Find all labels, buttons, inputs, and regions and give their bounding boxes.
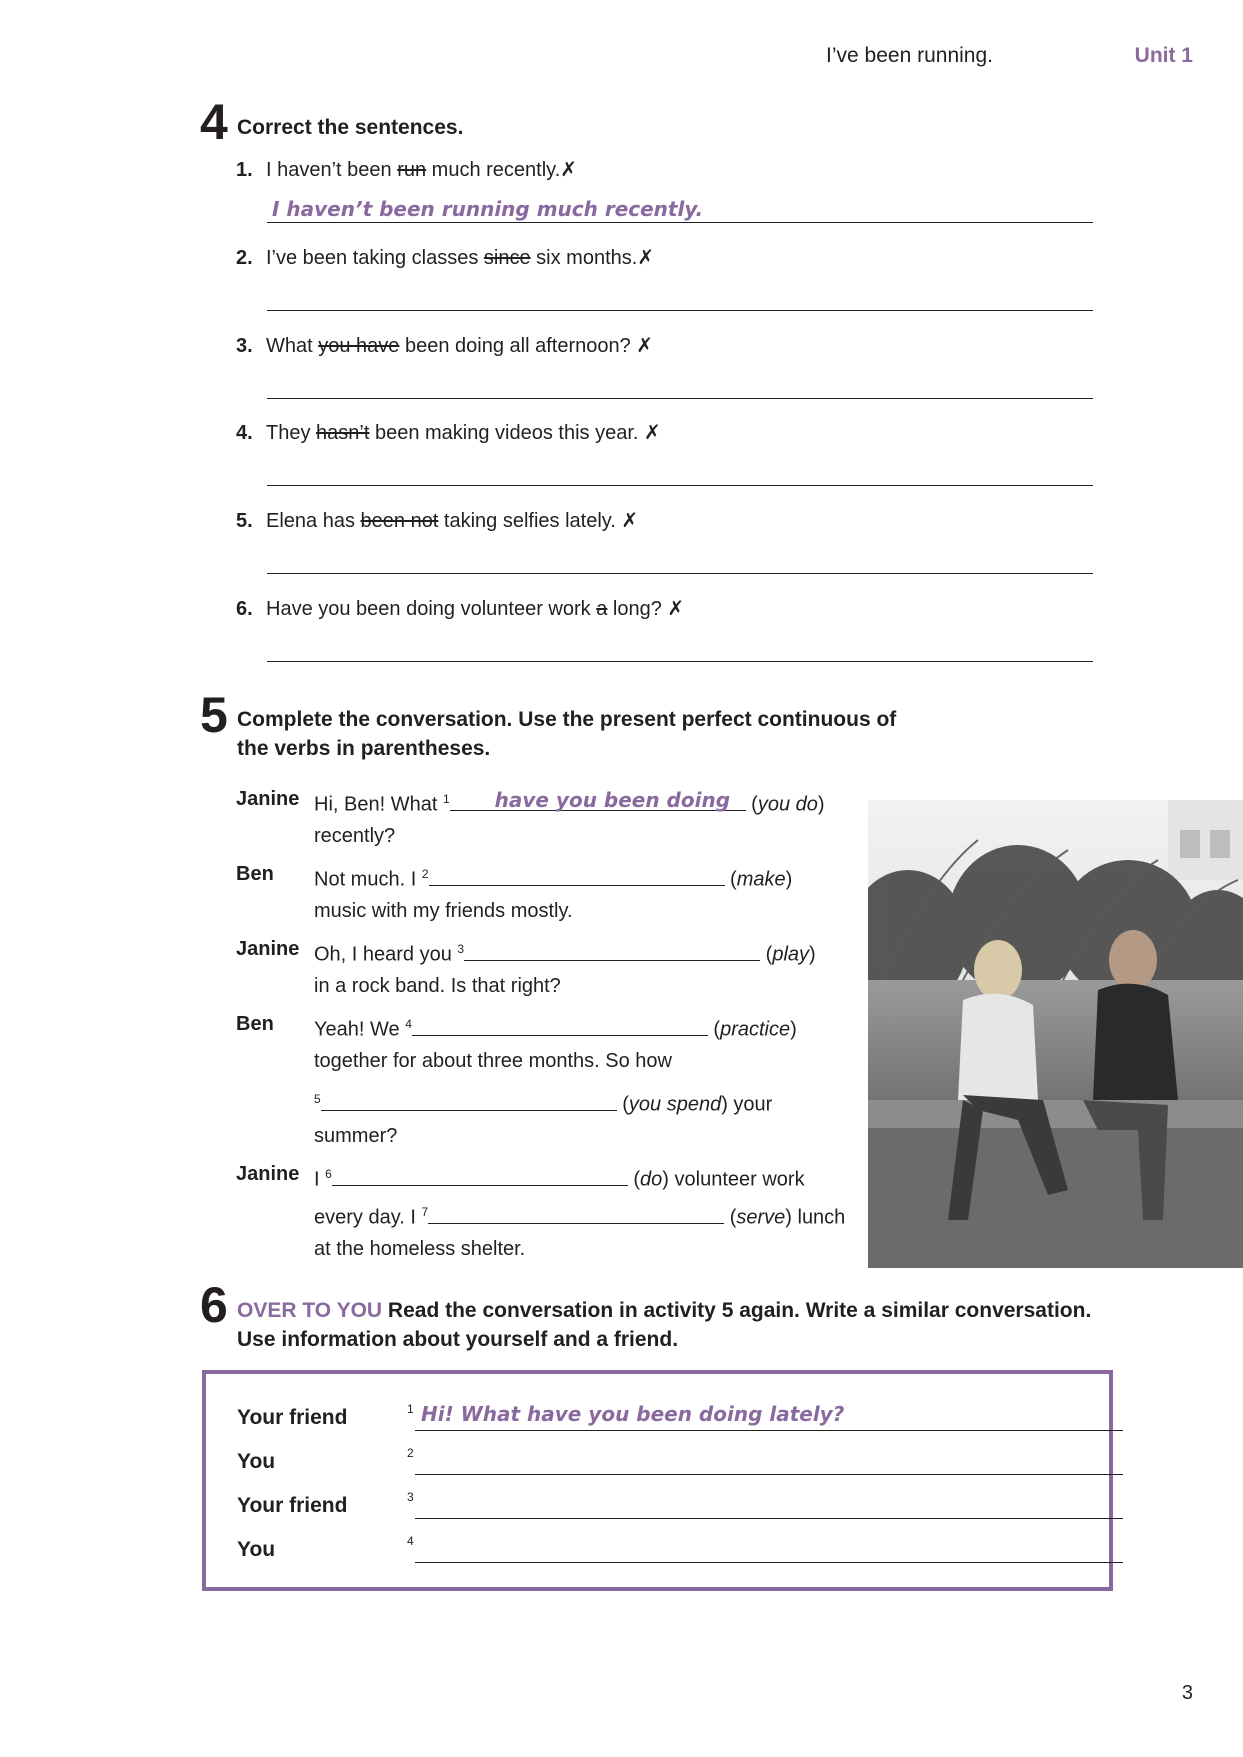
exercise-5-number: 5: [200, 687, 228, 743]
blank-number: 7: [421, 1205, 429, 1219]
speaker-label: You: [237, 1538, 276, 1561]
line-text: music with my friends mostly.: [314, 900, 573, 922]
answer-line[interactable]: [267, 661, 1093, 662]
conversation-line: Not much. I $^2$ (make): [314, 856, 792, 899]
sentence-text: much recently.: [426, 159, 561, 181]
speaker-label: You: [237, 1450, 276, 1473]
line-text: summer?: [314, 1125, 398, 1147]
answer-blank-7[interactable]: [428, 1201, 724, 1224]
exercise-6-instruction-line1: Read the conversation in activity 5 again. Write a similar conversation.: [382, 1299, 1092, 1322]
sentence-text: Have you been doing volunteer work: [266, 598, 597, 620]
conversation-line: Oh, I heard you $^3$ (play): [314, 931, 816, 974]
conversation-line: $^5$ (you spend) your: [314, 1081, 772, 1124]
sentence-item: [236, 596, 684, 622]
sentence-text: They: [266, 422, 317, 444]
line-text: recently?: [314, 825, 396, 847]
line-text: Hi, Ben! What: [314, 793, 443, 816]
struck-word: run: [397, 159, 427, 181]
over-to-you-box: [202, 1370, 1113, 1591]
answer-line[interactable]: [267, 573, 1093, 574]
line-text: in a rock band. Is that right?: [314, 975, 561, 997]
answer-blank-2[interactable]: [429, 863, 725, 886]
answer-blank-4[interactable]: [412, 1013, 708, 1036]
answer-blank-6[interactable]: [332, 1163, 628, 1186]
unit-label: Unit 1: [1134, 44, 1193, 67]
exercise-6-instruction-line2: Use information about yourself and a friend.: [237, 1328, 679, 1351]
running-header-title: I’ve been running.: [826, 44, 993, 67]
speaker-ben: Ben: [236, 1013, 274, 1035]
speaker-label: Your friend: [237, 1494, 348, 1517]
blank-number: 3: [457, 942, 465, 956]
line-text: every day. I: [314, 1206, 422, 1229]
over-to-you-label: OVER TO YOU: [237, 1299, 383, 1322]
line-number: 3: [407, 1490, 414, 1504]
exercise-5-instruction: [237, 705, 896, 763]
sentence-item: [236, 157, 577, 183]
exercise-5-instruction-line2: the verbs in parentheses.: [237, 737, 491, 760]
incorrect-mark-icon: ✗: [560, 159, 578, 181]
sentence-text: What: [266, 335, 319, 357]
sentence-item: [236, 508, 638, 534]
struck-word: hasn’t: [316, 422, 370, 444]
verb-hint: you spend: [628, 1093, 722, 1116]
line-text: your: [727, 1093, 773, 1116]
line-number: 4: [407, 1534, 414, 1548]
handwritten-answer: Hi! What have you been doing lately?: [421, 1402, 845, 1426]
page-number: 3: [1181, 1682, 1193, 1704]
write-line[interactable]: [407, 1446, 1123, 1475]
sentence-text: Elena has: [266, 510, 361, 532]
conversation-photo: [868, 800, 1243, 1268]
line-text: together for about three months. So how: [314, 1050, 672, 1072]
verb-hint: practice: [720, 1018, 791, 1041]
sentence-text: taking selfies lately.: [438, 510, 622, 532]
line-text: volunteer work: [668, 1168, 805, 1191]
item-number: 5.: [236, 510, 253, 532]
verb-hint: you do: [757, 793, 818, 816]
struck-word: since: [483, 247, 531, 269]
speaker-janine: Janine: [236, 1163, 300, 1185]
sentence-item: [236, 333, 653, 359]
struck-word: a: [596, 598, 608, 620]
speaker-label: Your friend: [237, 1406, 348, 1429]
struck-word: you have: [318, 335, 400, 357]
line-text: at the homeless shelter.: [314, 1238, 526, 1260]
struck-word: been not: [360, 510, 439, 532]
exercise-6-instruction: [237, 1296, 1091, 1354]
incorrect-mark-icon: ✗: [667, 598, 685, 620]
conversation-line: Hi, Ben! What $^1$ have you been doing (you do): [314, 781, 825, 824]
verb-hint: make: [736, 868, 786, 891]
sentence-item: [236, 245, 654, 271]
blank-number: 1: [442, 792, 450, 806]
speaker-janine: Janine: [236, 788, 300, 810]
incorrect-mark-icon: ✗: [644, 422, 661, 444]
write-line[interactable]: [407, 1490, 1123, 1519]
blank-number: 5: [314, 1092, 321, 1106]
exercise-4-number: 4: [200, 94, 228, 150]
sentence-text: been doing all afternoon?: [399, 335, 637, 357]
exercise-5-instruction-line1: Complete the conversation. Use the present perfect continuous of: [237, 708, 897, 731]
answer-line[interactable]: [267, 310, 1093, 311]
sentence-text: long?: [607, 598, 668, 620]
item-number: 2.: [236, 247, 253, 269]
item-number: 1.: [236, 159, 253, 181]
line-number: 2: [407, 1446, 414, 1460]
line-text: lunch: [791, 1206, 846, 1229]
write-rows: [237, 1374, 1109, 1587]
handwritten-answer: I haven’t been running much recently.: [272, 197, 704, 221]
verb-hint: play: [772, 943, 810, 966]
speaker-janine: Janine: [236, 938, 300, 960]
item-number: 3.: [236, 335, 253, 357]
answer-line[interactable]: [267, 485, 1093, 486]
answer-blank-1[interactable]: [450, 788, 746, 811]
incorrect-mark-icon: ✗: [637, 247, 655, 269]
incorrect-mark-icon: ✗: [621, 510, 639, 532]
verb-hint: do: [640, 1168, 663, 1191]
incorrect-mark-icon: ✗: [636, 335, 654, 357]
write-line[interactable]: [407, 1402, 1123, 1431]
answer-blank-5[interactable]: [321, 1088, 617, 1111]
line-text: I: [314, 1168, 326, 1191]
verb-hint: serve: [736, 1206, 786, 1229]
sentence-text: I haven’t been: [266, 159, 398, 181]
line-text: Oh, I heard you: [314, 943, 458, 966]
conversation-line: I $^6$ (do) volunteer work: [314, 1156, 805, 1199]
answer-line[interactable]: [267, 222, 1093, 223]
line-number: 1: [407, 1402, 414, 1416]
speaker-ben: Ben: [236, 863, 274, 885]
blank-number: 2: [421, 867, 429, 881]
blank-number: 6: [325, 1167, 332, 1181]
sentence-text: been making videos this year.: [369, 422, 645, 444]
line-text: Yeah! We: [314, 1018, 406, 1041]
blank-number: 4: [405, 1017, 412, 1031]
conversation-line: every day. I $^7$ (serve) lunch: [314, 1194, 845, 1237]
write-line[interactable]: [407, 1534, 1123, 1563]
sentence-text: I’ve been taking classes: [266, 247, 484, 269]
conversation-line: Yeah! We $^4$ (practice): [314, 1006, 797, 1049]
sentence-item: [236, 420, 661, 446]
item-number: 4.: [236, 422, 253, 444]
exercise-4-instruction: Correct the sentences.: [237, 116, 464, 139]
handwritten-answer: have you been doing: [494, 787, 731, 812]
answer-blank-3[interactable]: [464, 938, 760, 961]
item-number: 6.: [236, 598, 253, 620]
sentence-text: six months.: [530, 247, 638, 269]
answer-line[interactable]: [267, 398, 1093, 399]
line-text: Not much. I: [314, 868, 422, 891]
exercise-6-number: 6: [200, 1277, 228, 1333]
